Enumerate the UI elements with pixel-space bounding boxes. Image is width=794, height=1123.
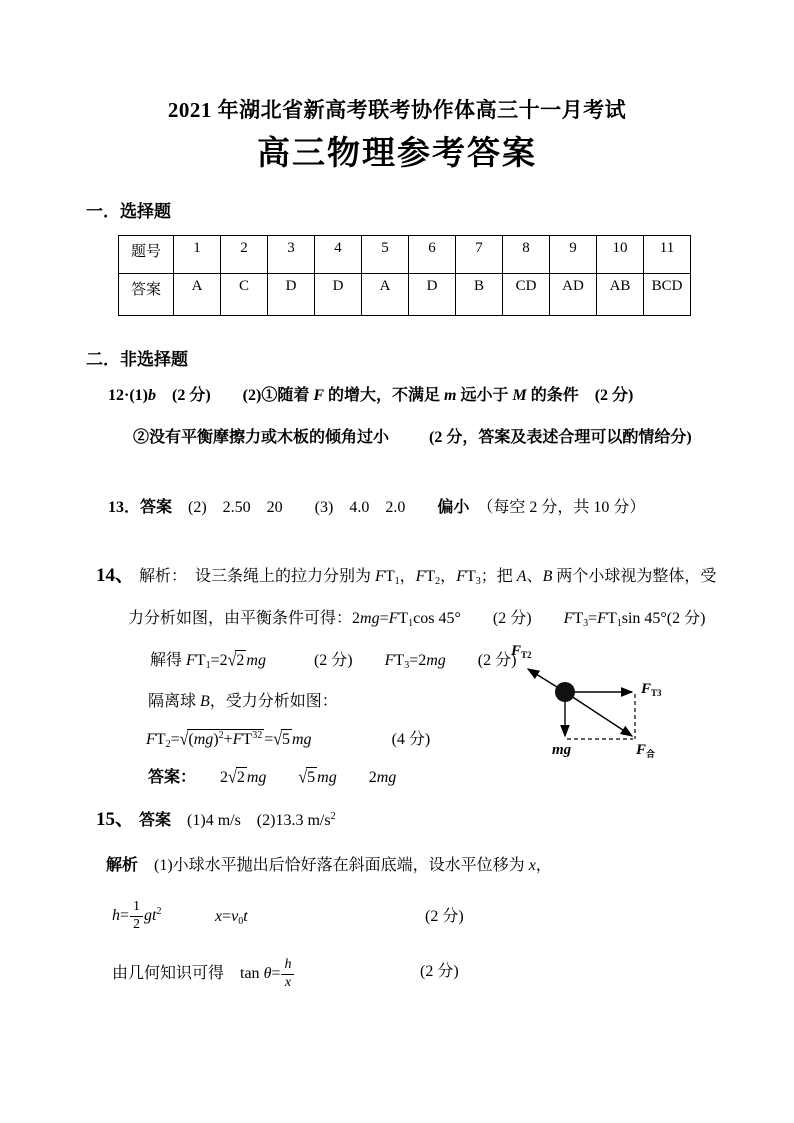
- question-number-cell: 9: [550, 236, 597, 274]
- arrow-f-resultant: [565, 692, 632, 736]
- q12-line1: 12·(1)b (2 分) (2)①随着 F 的增大，不满足 m 远小于 M 的条件 (2 分): [108, 387, 634, 404]
- force-diagram: [495, 640, 707, 776]
- table-row-question-numbers: [119, 236, 691, 274]
- section-nonchoice-heading: 二．非选择题: [86, 350, 188, 369]
- answer-cell: C: [221, 274, 268, 316]
- answer-cell: A: [362, 274, 409, 316]
- answer-cell: AD: [550, 274, 597, 316]
- answer-table: [118, 235, 691, 316]
- answer-cell: BCD: [644, 274, 691, 316]
- section-choice-heading: 一．选择题: [86, 202, 171, 221]
- answer-cell: CD: [503, 274, 550, 316]
- question-number-cell: 8: [503, 236, 550, 274]
- q13-line: 13．答案 (2) 2.50 20 (3) 4.0 2.0 偏小 （每空 2 分，共 10 分）: [108, 499, 646, 516]
- answer-cell: B: [456, 274, 503, 316]
- ball: [555, 682, 575, 702]
- q14-line2: 力分析如图，由平衡条件可得：$2mg=FT_1\cos$ 45° (2 分) $FT_3=FT_1\sin$ 45°(2 分): [128, 610, 706, 629]
- q15-line1-text: 答案 (1)4 m/s (2)13.3 $m/s^2$: [139, 811, 336, 829]
- row-label-answer: 答案: [119, 274, 174, 316]
- question-number-cell: 7: [456, 236, 503, 274]
- exam-title: 2021 年湖北省新高考联考协作体高三十一月考试: [167, 98, 627, 122]
- question-number-cell: 5: [362, 236, 409, 274]
- table-row-answers: [119, 274, 691, 316]
- q14-line3: 解得 $FT_1=2√2$ mg (2 分) $FT_3=2mg$ (2 分): [150, 650, 517, 671]
- q15-formula1-score: (2 分): [425, 908, 464, 925]
- answer-cell: D: [315, 274, 362, 316]
- page-title: 高三物理参考答案: [257, 136, 537, 172]
- force-diagram-canvas: [495, 640, 707, 776]
- q15-formula2-left: 由几何知识可得 tan θ= $\frac{h}{x}$: [112, 958, 295, 990]
- q14-line1: [96, 566, 716, 587]
- answer-cell: D: [409, 274, 456, 316]
- answer-cell: AB: [597, 274, 644, 316]
- force-label-ft2: $F_{T2}$: [511, 643, 532, 660]
- q14-line4: 隔离球 B，受力分析如图：: [148, 693, 338, 710]
- force-label-mg: mg: [552, 742, 572, 758]
- q15-number: 15、: [96, 809, 135, 830]
- q15-formula1-left: h= $\frac{1}{2}$ $gt^2$: [112, 899, 162, 932]
- q14-line1-text: 解析： 设三条绳上的拉力分别为 $FT_1$，$FT_2$，$FT_3$；把 A、B 两个小球视为整体，受: [139, 568, 717, 587]
- question-number-cell: 3: [268, 236, 315, 274]
- q12-line2-text: ②没有平衡摩擦力或木板的倾角过小: [133, 429, 390, 446]
- q14-number: 14、: [96, 565, 135, 586]
- question-number-cell: 10: [597, 236, 644, 274]
- q12-line2-score: (2 分，答案及表述合理可以酌情给分): [429, 429, 692, 446]
- q14-line5: $FT_2=√(mg)^2+FT^{32} =√5$ mg (4 分): [146, 729, 431, 750]
- q15-formula1-mid: $x=v_0t$: [215, 908, 248, 927]
- answer-cell: A: [174, 274, 221, 316]
- q15-line1: [96, 810, 336, 831]
- question-number-cell: 1: [174, 236, 221, 274]
- q14-line6: 答案： 2√2 mg √5 mg 2mg: [148, 767, 397, 787]
- row-label-question-number: 题号: [119, 236, 174, 274]
- q15-formula2-score: (2 分): [420, 963, 459, 980]
- answer-cell: D: [268, 274, 315, 316]
- question-number-cell: 4: [315, 236, 362, 274]
- q15-line2: 解析 (1)小球水平抛出后恰好落在斜面底端，设水平位移为 x，: [106, 857, 552, 874]
- question-number-cell: 11: [644, 236, 691, 274]
- force-label-f-resultant: $F_合$: [636, 742, 656, 759]
- question-number-cell: 6: [409, 236, 456, 274]
- question-number-cell: 2: [221, 236, 268, 274]
- force-label-ft3: $F_{T3}$: [641, 681, 662, 698]
